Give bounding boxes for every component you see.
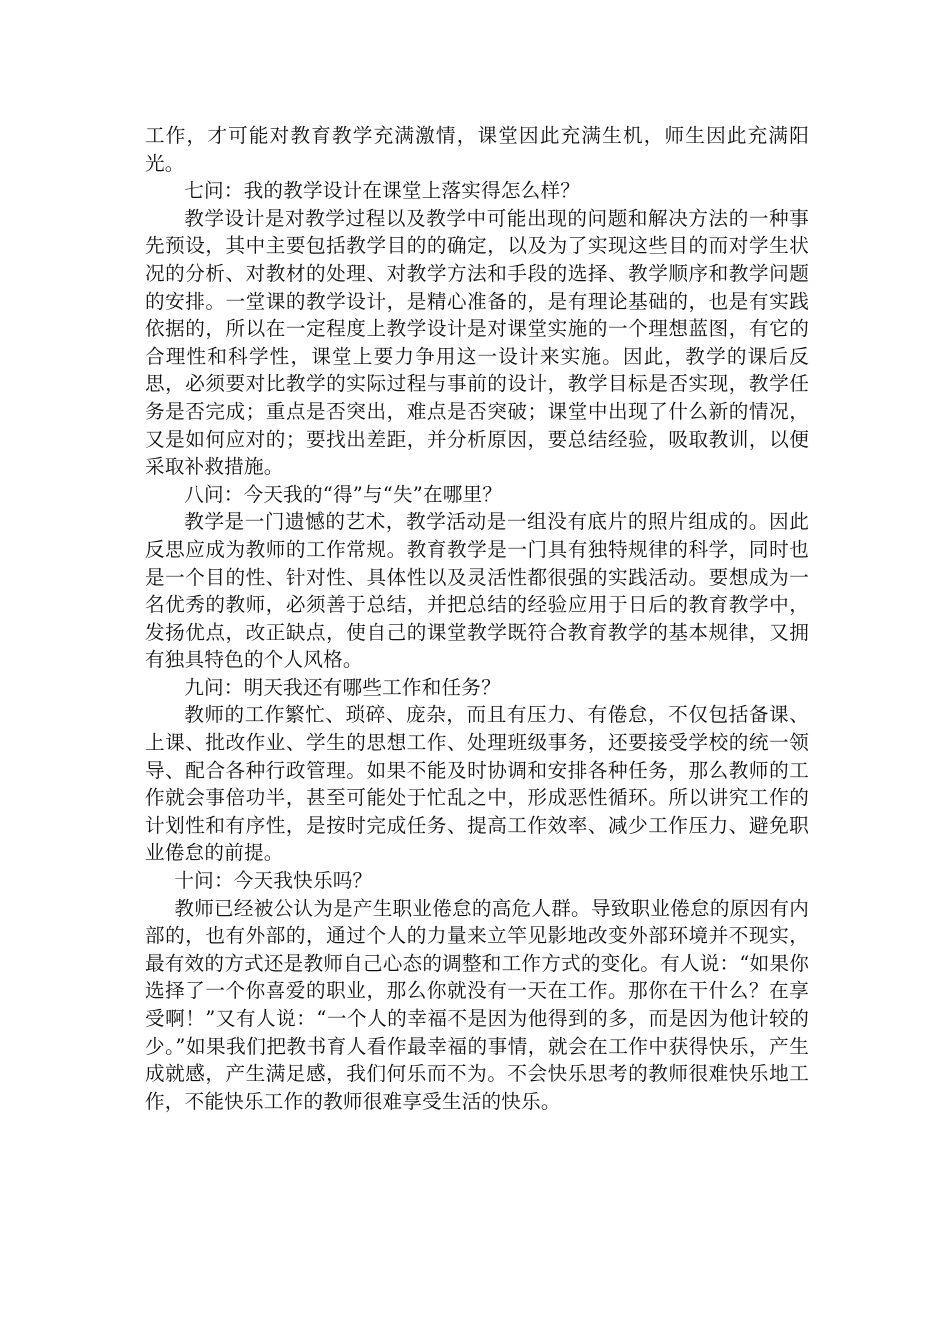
paragraph-question-8: 教学是一门遗憾的艺术，教学活动是一组没有底片的照片组成的。因此反思应成为教师的工作常规。教育教学是一门具有独特规律的科学，同时也是一个目的性、针对性、具体性以及灵活性都很强的实践活动。要想成为一名优秀的教师，必须善于总结，并把总结的经验应用于日后的教育教学中，发扬优点，改正缺点，使自己的课堂教学既符合教育教学的基本规律，又拥有独具特色的个人风格。 [145,510,809,672]
paragraph-question-9: 教师的工作繁忙、琐碎、庞杂，而且有压力、有倦怠，不仅包括备课、上课、批改作业、学生的思想工作、处理班级事务，还要接受学校的统一领导、配合各种行政管理。如果不能及时协调和安排各种任务，那么教师的工作就会事倍功半，甚至可能处于忙乱之中，形成恶性循环。所以讲究工作的计划性和有序性，是按时完成任务、提高工作效率、减少工作压力、避免职业倦怠的前提。 [145,703,809,865]
paragraph-question-7: 教学设计是对教学过程以及教学中可能出现的问题和解决方法的一种事先预设，其中主要包括教学目的的确定，以及为了实现这些目的而对学生状况的分析、对教材的处理、对教学方法和手段的选择、教学顺序和教学问题的安排。一堂课的教学设计，是精心准备的，是有理论基础的，也是有实践依据的，所以在一定程度上教学设计是对课堂实施的一个理想蓝图，有它的合理性和科学性，课堂上要力争用这一设计来实施。因此，教学的课后反思，必须要对比教学的实际过程与事前的设计，教学目标是否实现，教学任务是否完成；重点是否突出，难点是否突破；课堂中出现了什么新的情况，又是如何应对的；要找出差距，并分析原因，要总结经验，吸取教训，以便采取补救措施。 [145,206,809,479]
heading-question-9: 九问：明天我还有哪些工作和任务？ [184,675,501,699]
heading-question-7: 七问：我的教学设计在课堂上落实得怎么样？ [184,179,581,203]
heading-question-8: 八问：今天我的“得”与“失”在哪里？ [184,482,503,506]
document-page [145,122,809,1115]
heading-question-10: 十问：今天我快乐吗？ [174,869,373,893]
paragraph-continued: 工作，才可能对教育教学充满激情，课堂因此充满生机，师生因此充满阳光。 [145,124,809,175]
paragraph-question-10: 教师已经被公认为是产生职业倦怠的高危人群。导致职业倦怠的原因有内部的，也有外部的，通过个人的力量来立竿见影地改变外部环境并不现实，最有效的方式还是教师自己心态的调整和工作方式的变化。有人说：“如果你选择了一个你喜爱的职业，那么你就没有一天在工作。那你在干什么？在享受啊！”又有人说：“一个人的幸福不是因为他得到的多，而是因为他计较的少。”如果我们把教书育人看作最幸福的事情，就会在工作中获得快乐，产生成就感，产生满足感，我们何乐而不为。不会快乐思考的教师很难快乐地工作，不能快乐工作的教师很难享受生活的快乐。 [145,896,809,1113]
